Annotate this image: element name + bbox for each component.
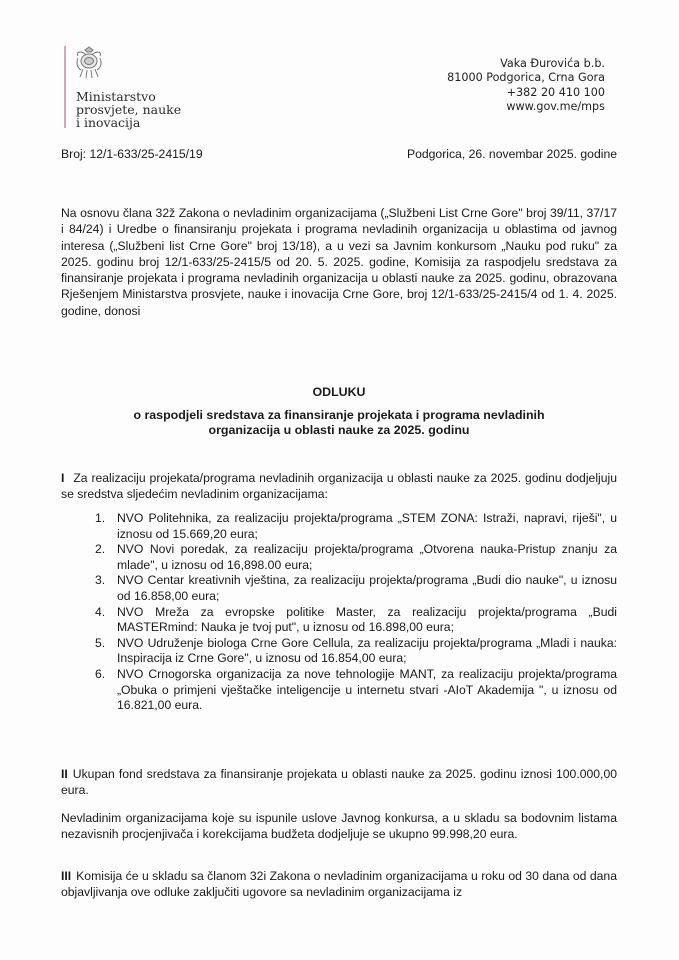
section-three <box>61 868 617 901</box>
reference-number: Broj: 12/1-633/25-2415/19 <box>61 147 203 161</box>
section-one <box>61 470 617 503</box>
section-numeral: I <box>61 471 65 485</box>
section-two-text: Ukupan fond sredstava za finansiranje projekata u oblasti nauke za 2025. godinu iznosi 100.000,00 eura. <box>61 767 617 798</box>
list-number: 3. <box>95 573 106 588</box>
ministry-address <box>447 57 605 114</box>
grant-list-item <box>95 636 617 667</box>
list-item-text: NVO Udruženje biologa Crne Gore Cellula, za realizaciju projekta/programa „Mladi i nauka: Inspiracija iz Crne Gore", u iznosu od 16.854,00 eura; <box>117 635 617 666</box>
decision-title <box>61 385 617 439</box>
decision-subtitle-line: organizacija u oblasti nauke za 2025. godinu <box>208 423 470 437</box>
grant-list-item <box>95 542 617 573</box>
section-two-paragraph: Nevladinim organizacijama koje su ispunile uslove Javnog konkursa, a u skladu sa bodovnim listama nezavisnih procjenjivača i korekcijama budžeta dodjeljuje se ukupno 99.998,20 eura. <box>61 811 617 842</box>
list-item-text: NVO Mreža za evropske politike Master, za realizaciju projekta/programa „Budi MASTERmind: Nauka je tvoj put", u iznosu od 16.898,00 eura; <box>117 604 617 635</box>
decision-subtitle-line: o raspodjeli sredstava za finansiranje projekata i programa nevladinih <box>133 407 545 422</box>
list-number: 1. <box>95 511 106 525</box>
grant-list-item <box>95 667 617 714</box>
grant-list-item <box>95 605 617 636</box>
list-number: 6. <box>95 666 106 681</box>
section-numeral: III <box>61 869 72 883</box>
address-website: www.gov.me/mps <box>506 99 605 113</box>
ministry-name <box>76 90 181 129</box>
grant-list-item <box>95 573 617 604</box>
list-item-text: NVO Politehnika, za realizaciju projekta/programa „STEM ZONA: Istraži, napravi, riješi", u iznosu od 15.669,20 eura; <box>117 511 617 541</box>
list-item-text: NVO Crnogorska organizacija za nove tehnologije MANT, za realizaciju projekta/programa „Obuka o primjeni vještačke inteligencije u internetu stvari -AIoT Akademija ", u iznosu od 16.821,00 eura. <box>117 666 617 713</box>
grant-list-item <box>95 511 617 542</box>
list-item-text: NVO Novi poredak, za realizaciju projekta/programa „Otvorena nauka-Pristup znanju za mlade", u iznosu od 16,898.00 eura; <box>117 542 617 572</box>
ministry-name-line: Ministarstvo <box>76 89 156 104</box>
ministry-name-line: i inovacija <box>76 115 141 130</box>
place-date: Podgorica, 26. novembar 2025. godine <box>406 147 617 161</box>
reference-line <box>61 147 617 161</box>
list-item-text: NVO Centar kreativnih vještina, za realizaciju projekta/programa „Budi dio nauke", u iznosu od 16.858,00 eura; <box>117 573 617 603</box>
section-one-text: Za realizaciju projekata/programa nevladinih organizacija u oblasti nauke za 2025. godinu dodjeljuju se sredstva sljedećim nevladinim organizacijama: <box>61 471 618 502</box>
logo-accent-bar <box>64 46 66 128</box>
ministry-name-line: prosvjete, nauke <box>76 102 182 117</box>
list-number: 4. <box>95 604 106 619</box>
coat-of-arms-icon <box>74 46 104 82</box>
section-numeral: II <box>61 767 68 781</box>
address-city: 81000 Podgorica, Crna Gora <box>447 71 605 85</box>
intro-paragraph: Na osnovu člana 32ž Zakona o nevladinim organizacijama („Službeni List Crne Gore" broj 39/11, 37/17 i 84/24) i Uredbe o finansiranju projekata i programa nevladinih organizacija u oblastima od javnog interesa („Službeni list Crne Gore" broj 13/18), a u vezi sa Javnim konkursom „Nauku pod ruku" za 2025. godinu broj 12/1-633/25-2415/5 od 20. 5. 2025. godine, Komisija za raspodjelu sredstava za finansiranje projekata i programa nevladinih organizacija u oblasti nauke za 2025. godinu, obrazovana Rješenjem Ministarstva prosvjete, nauke i inovacija Crne Gore, broj 12/1-633/25-2415/4 od 1. 4. 2025. godine, donosi <box>61 206 617 318</box>
address-phone: +382 20 410 100 <box>506 85 605 99</box>
decision-title-main: ODLUKU <box>312 385 366 399</box>
address-street: Vaka Đurovića b.b. <box>500 57 605 70</box>
section-two <box>61 766 617 799</box>
section-three-text: Komisija će u skladu sa članom 32i Zakona o nevladinim organizacijama u roku od 30 dana od dana objavljivanja ove odluke zaključiti ugovore sa nevladinim organizacijama iz <box>61 869 617 900</box>
list-number: 5. <box>95 635 106 650</box>
grant-list <box>95 511 617 714</box>
list-number: 2. <box>95 542 106 557</box>
